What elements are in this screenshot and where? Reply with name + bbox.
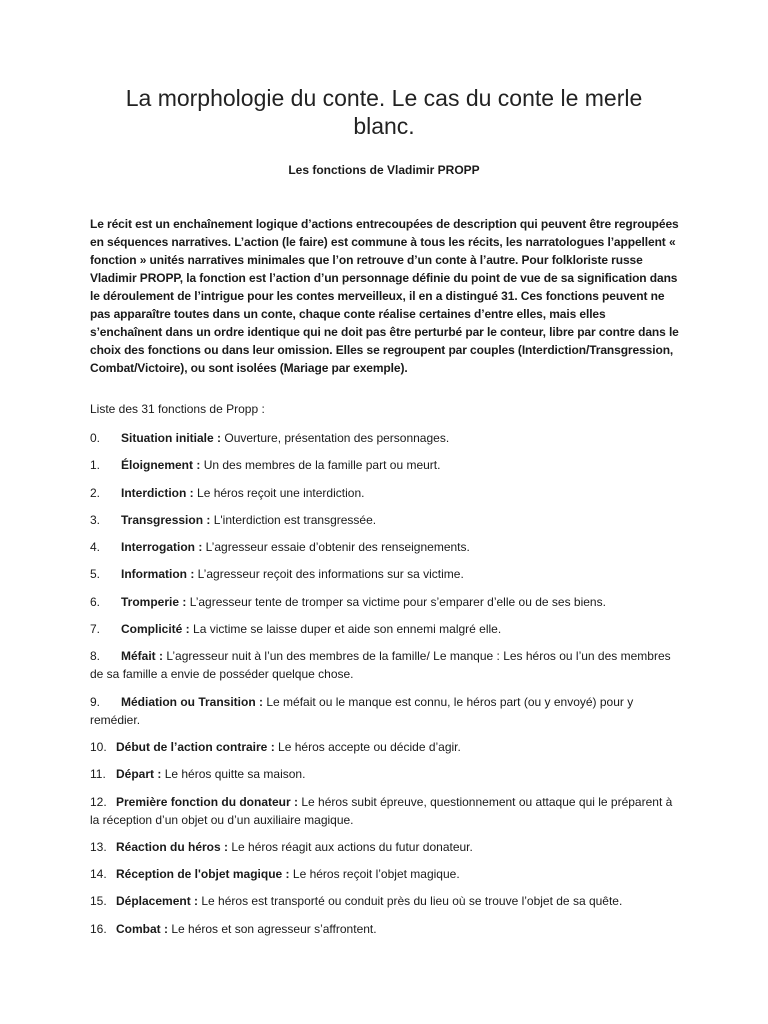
- function-name: Combat :: [116, 921, 168, 936]
- function-item: [90, 738, 680, 756]
- function-number: 11.: [90, 767, 106, 782]
- function-name: Réception de l'objet magique :: [116, 867, 290, 882]
- function-name: Médiation ou Transition :: [121, 694, 263, 709]
- function-description: Le héros et son agresseur s’affrontent.: [171, 921, 377, 936]
- function-description: Le héros réagit aux actions du futur donateur.: [231, 839, 473, 854]
- function-number: 16.: [90, 921, 107, 936]
- function-description: L’agresseur essaie d’obtenir des renseignements.: [205, 540, 470, 555]
- function-description: La victime se laisse duper et aide son ennemi malgré elle.: [193, 622, 502, 637]
- function-number: 6.: [90, 594, 101, 609]
- function-number: 5.: [90, 567, 101, 582]
- functions-list: [90, 429, 680, 947]
- function-name: Réaction du héros :: [116, 839, 229, 854]
- function-name: Situation initiale :: [121, 431, 222, 445]
- function-description: Le héros reçoit l’objet magique.: [292, 867, 460, 882]
- function-description: L’agresseur reçoit des informations sur sa victime.: [197, 567, 464, 582]
- function-description: Le héros est transporté ou conduit près du lieu où se trouve l’objet de sa quête.: [201, 894, 623, 909]
- function-description: Le héros accepte ou décide d’agir.: [278, 739, 461, 754]
- function-number: 4.: [90, 540, 101, 555]
- function-item: [90, 620, 680, 638]
- function-item: [90, 593, 680, 611]
- function-number: 15.: [90, 894, 107, 909]
- function-number: 13.: [90, 839, 107, 854]
- function-description: Ouverture, présentation des personnages.: [224, 431, 450, 445]
- function-name: Information :: [121, 567, 195, 582]
- function-number: 3.: [90, 512, 101, 527]
- function-item: [90, 693, 680, 729]
- document-title: La morphologie du conte. Le cas du conte le merle blanc.: [125, 85, 643, 139]
- function-number: 1.: [90, 458, 101, 473]
- function-description: Le héros reçoit une interdiction.: [197, 485, 365, 500]
- function-item: [90, 511, 680, 529]
- function-item: [90, 892, 680, 910]
- function-description: Un des membres de la famille part ou meurt.: [203, 458, 441, 473]
- function-name: Première fonction du donateur :: [116, 794, 299, 809]
- function-number: 14.: [90, 867, 107, 882]
- intro-paragraph: Le récit est un enchaînement logique d’actions entrecoupées de description qui peuvent être regroupées en séquences narratives. L’action (le faire) est commune à tous les récits, les narratologues l’appellent « fonction » unités narratives minimales que l’on retrouve d’un conte à l’autre. Pour folkloriste russe Vladimir PROPP, la fonction est l’action d’un personnage définie du point de vue de sa signification dans le déroulement de l’intrigue pour les contes merveilleux, il en a distingué 31. Ces fonctions peuvent ne pas apparaître toutes dans un conte, chaque conte réalise certaines d’entre elles, mais elles s’enchaînent dans un ordre identique qui ne doit pas être perturbé par le conteur, libre par contre dans le choix des fonctions ou dans leur omission. Elles se regroupent par couples (Interdiction/Transgression, Combat/Victoire), ou sont isolées (Mariage par exemple).: [90, 217, 679, 375]
- function-item: [90, 484, 680, 502]
- function-name: Interdiction :: [121, 485, 194, 500]
- function-description: Le héros quitte sa maison.: [164, 767, 306, 782]
- function-item: [90, 429, 680, 447]
- function-number: 12.: [90, 794, 107, 809]
- function-number: 0.: [90, 431, 101, 445]
- function-description: L’agresseur tente de tromper sa victime pour s’emparer d’elle ou de ses biens.: [189, 594, 606, 609]
- function-number: 8.: [90, 649, 101, 664]
- function-name: Début de l’action contraire :: [116, 739, 275, 754]
- function-number: 10.: [90, 739, 107, 754]
- function-name: Éloignement :: [121, 458, 201, 473]
- function-name: Méfait :: [121, 649, 163, 664]
- function-item: [90, 920, 680, 938]
- function-name: Déplacement :: [116, 894, 199, 909]
- function-description: Le méfait ou le manque est connu, le héros part (ou y envoyé) pour y remédier.: [90, 694, 634, 727]
- function-number: 2.: [90, 485, 101, 500]
- function-name: Transgression :: [121, 512, 211, 527]
- function-description: L'interdiction est transgressée.: [213, 512, 377, 527]
- function-item: [90, 765, 680, 783]
- function-item: [90, 565, 680, 583]
- function-name: Tromperie :: [121, 594, 187, 609]
- function-name: Interrogation :: [121, 540, 203, 555]
- function-description: Le héros subit épreuve, questionnement ou attaque qui le préparent à la réception d’un objet ou d’un auxiliaire magique.: [90, 794, 673, 827]
- function-name: Complicité :: [121, 622, 190, 637]
- function-item: [90, 865, 680, 883]
- function-name: Départ :: [116, 767, 162, 782]
- function-description: L’agresseur nuit à l’un des membres de la famille/ Le manque : Les héros ou l’un des membres de sa famille a envie de posséder quelque chose.: [90, 649, 671, 682]
- function-item: [90, 456, 680, 474]
- function-number: 9.: [90, 694, 101, 709]
- function-item: [90, 647, 680, 683]
- list-heading: Liste des 31 fonctions de Propp :: [90, 402, 265, 416]
- function-number: 7.: [90, 622, 101, 637]
- function-item: [90, 838, 680, 856]
- document-subtitle: Les fonctions de Vladimir PROPP: [288, 163, 480, 177]
- function-item: [90, 793, 680, 829]
- function-item: [90, 538, 680, 556]
